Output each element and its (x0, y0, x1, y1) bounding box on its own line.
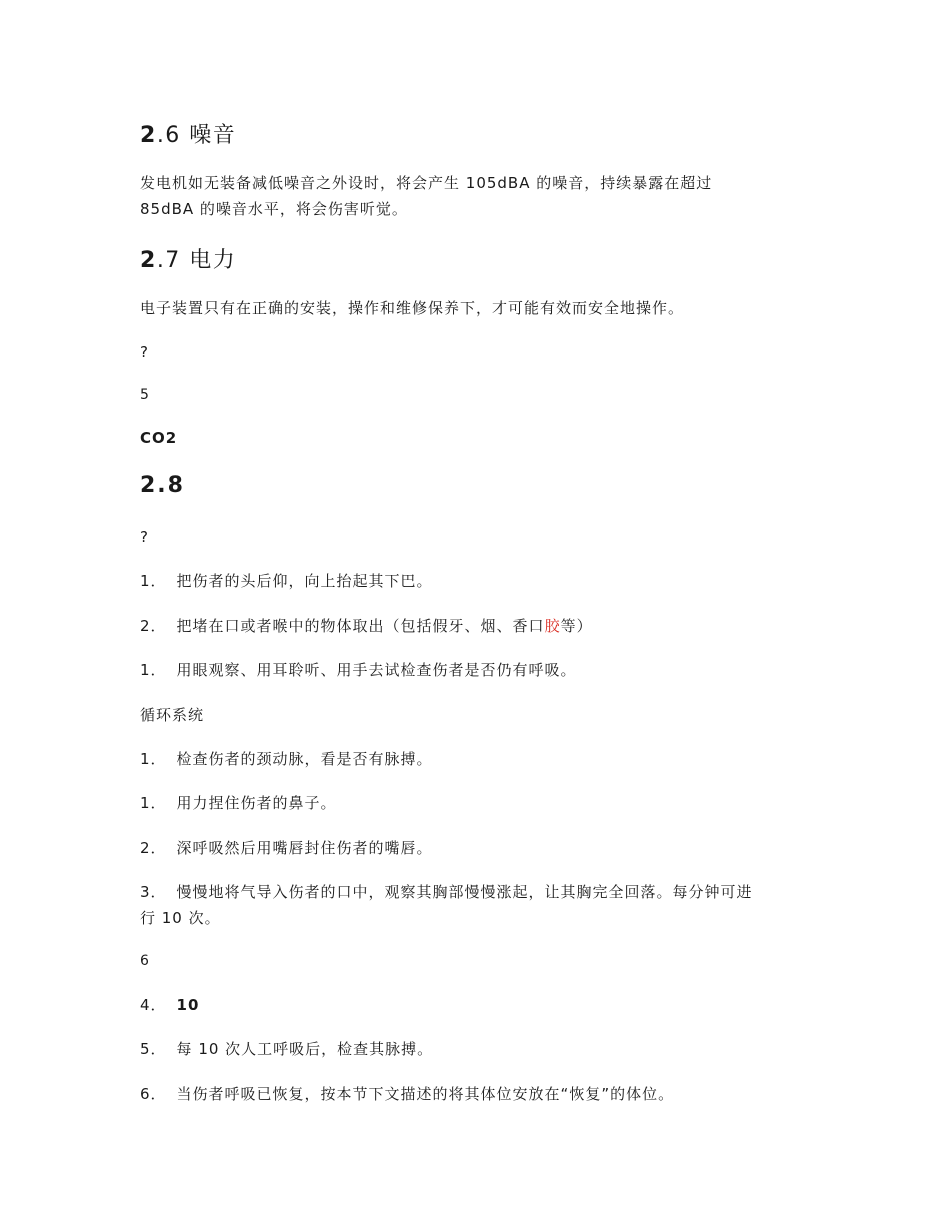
list-item-airway-2 (140, 613, 593, 639)
list-number: 1． (140, 572, 167, 590)
list-number: 5． (140, 1040, 167, 1058)
list-number: 4． (140, 996, 167, 1014)
list-item-breathing-1 (140, 657, 577, 683)
heading-text: .7 电力 (156, 248, 237, 273)
heading-number: 2 (140, 248, 157, 273)
heading-2-6 (140, 118, 236, 149)
list-text: 用力捏住伤者的鼻子。 (176, 794, 337, 812)
heading-number: 2 (140, 123, 157, 148)
list-item-cpr-3-line-2: 行 10 次。 (140, 909, 221, 927)
list-text: 检查伤者的颈动脉，看是否有脉搏。 (176, 750, 433, 768)
list-text: 10 (176, 996, 200, 1014)
heading-text: .6 噪音 (156, 123, 237, 148)
list-number: 1． (140, 661, 167, 679)
page-number-6: 6 (140, 953, 150, 969)
list-item-cpr-1 (140, 790, 337, 816)
list-item-airway-1 (140, 568, 433, 594)
list-number: 3． (140, 883, 167, 901)
list-item-step-4 (140, 992, 199, 1018)
list-number: 2． (140, 839, 167, 857)
co2-label: CO2 (140, 429, 178, 447)
list-text: 深呼吸然后用嘴唇封住伤者的嘴唇。 (176, 839, 433, 857)
list-text: 每 10 次人工呼吸后，检查其脉搏。 (176, 1040, 434, 1058)
list-item-cpr-3-line-1 (140, 879, 753, 905)
list-text: 把伤者的头后仰，向上抬起其下巴。 (176, 572, 433, 590)
list-number: 6． (140, 1085, 167, 1103)
question-mark: ? (140, 343, 149, 361)
list-item-cpr-2 (140, 835, 433, 861)
paragraph-noise-line-1: 发电机如无装备减低噪音之外设时，将会产生 105dBA 的噪音，持续暴露在超过 (140, 174, 713, 192)
list-item-step-5 (140, 1036, 433, 1062)
list-text: 当伤者呼吸已恢复，按本节下文描述的将其体位安放在“恢复”的体位。 (176, 1085, 675, 1103)
list-text: 等） (560, 617, 593, 635)
circulation-title: 循环系统 (140, 706, 205, 724)
list-text: 慢慢地将气导入伤者的口中，观察其胸部慢慢涨起，让其胸完全回落。每分钟可进 (176, 883, 753, 901)
paragraph-power: 电子装置只有在正确的安装，操作和维修保养下，才可能有效而安全地操作。 (140, 299, 685, 317)
list-text: 把堵在口或者喉中的物体取出（包括假牙、烟、香口 (176, 617, 545, 635)
paragraph-noise-line-2: 85dBA 的噪音水平，将会伤害听觉。 (140, 200, 408, 218)
list-number: 1． (140, 750, 167, 768)
list-number: 2． (140, 617, 167, 635)
list-number: 1． (140, 794, 167, 812)
question-mark: ? (140, 528, 149, 546)
heading-2-8: 2.8 (140, 473, 185, 498)
list-text: 用眼观察、用耳聆听、用手去试检查伤者是否仍有呼吸。 (176, 661, 577, 679)
page-number-5: 5 (140, 387, 150, 403)
list-item-step-6 (140, 1081, 674, 1107)
heading-2-7 (140, 243, 236, 274)
list-item-circulation-1 (140, 746, 433, 772)
highlighted-text: 胶 (544, 617, 561, 635)
